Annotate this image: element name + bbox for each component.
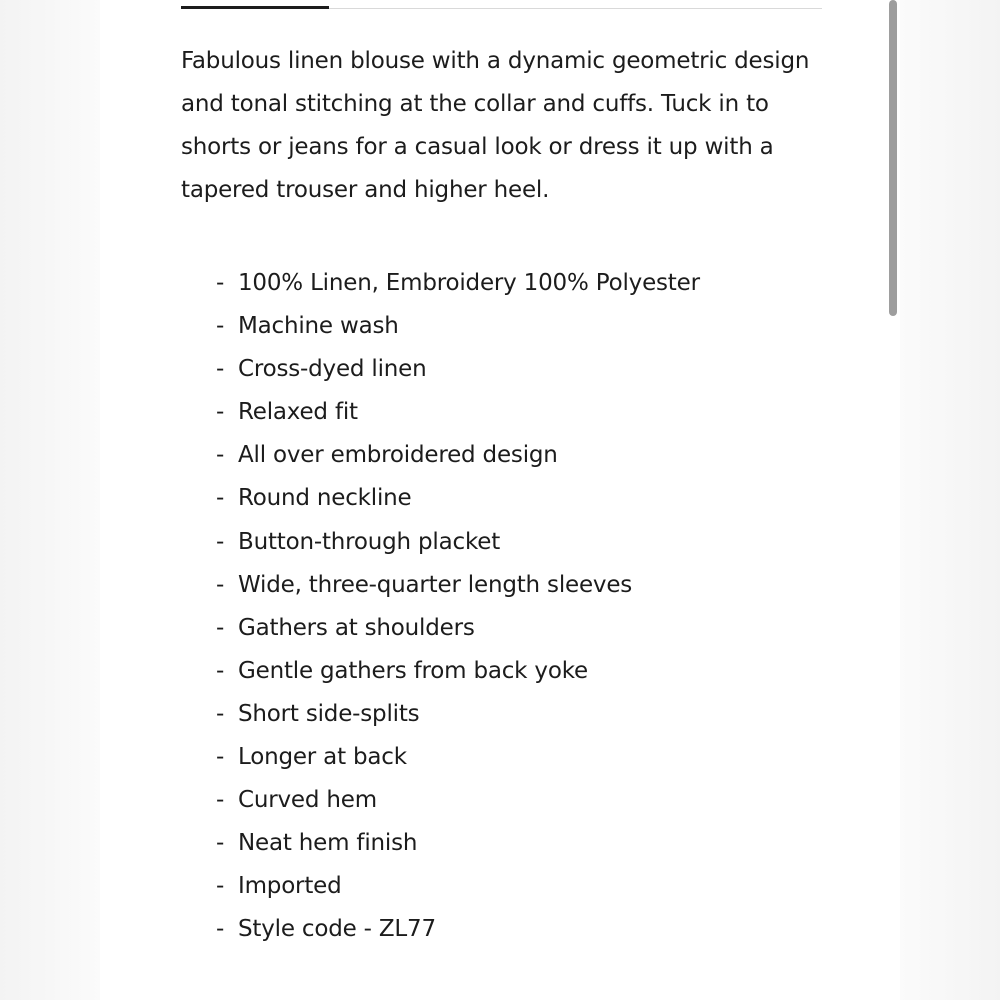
feature-text: Relaxed fit xyxy=(238,399,358,426)
feature-text: Imported xyxy=(238,873,342,900)
bullet-dash: - xyxy=(216,442,225,469)
feature-text: Button-through placket xyxy=(238,528,501,555)
feature-text: Gentle gathers from back yoke xyxy=(238,657,588,684)
bullet-dash: - xyxy=(216,571,225,598)
feature-list xyxy=(216,262,700,952)
bullet-dash: - xyxy=(216,787,225,814)
feature-text: Curved hem xyxy=(238,787,377,814)
feature-item xyxy=(216,822,700,865)
feature-item xyxy=(216,391,700,434)
feature-item xyxy=(216,305,700,348)
feature-item xyxy=(216,779,700,822)
tab-bar xyxy=(181,0,822,9)
feature-text: Cross-dyed linen xyxy=(238,356,427,383)
right-margin xyxy=(900,0,1000,1000)
feature-text: Neat hem finish xyxy=(238,830,418,857)
product-details-panel xyxy=(100,0,900,1000)
feature-item xyxy=(216,262,700,305)
feature-text: Gathers at shoulders xyxy=(238,614,475,641)
feature-text: Round neckline xyxy=(238,485,412,512)
feature-text: Short side-splits xyxy=(238,700,420,727)
bullet-dash: - xyxy=(216,356,225,383)
feature-item xyxy=(216,865,700,908)
bullet-dash: - xyxy=(216,528,225,555)
product-description: Fabulous linen blouse with a dynamic geometric design and tonal stitching at the collar and cuffs. Tuck in to shorts or jeans for a casual look or dress it up with a tapered trouser and higher heel. xyxy=(181,48,810,203)
bullet-dash: - xyxy=(216,270,225,296)
active-tab-indicator[interactable] xyxy=(181,6,329,9)
feature-text: 100% Linen, Embroidery 100% Polyester xyxy=(238,270,700,296)
bullet-dash: - xyxy=(216,744,225,771)
feature-item xyxy=(216,736,700,779)
bullet-dash: - xyxy=(216,830,225,857)
feature-item xyxy=(216,477,700,520)
feature-item xyxy=(216,650,700,693)
feature-item xyxy=(216,564,700,607)
feature-text: All over embroidered design xyxy=(238,442,558,469)
bullet-dash: - xyxy=(216,485,225,512)
bullet-dash: - xyxy=(216,657,225,684)
left-margin xyxy=(0,0,100,1000)
bullet-dash: - xyxy=(216,614,225,641)
bullet-dash: - xyxy=(216,873,225,900)
bullet-dash: - xyxy=(216,313,225,340)
feature-text: Machine wash xyxy=(238,313,399,340)
bullet-dash: - xyxy=(216,399,225,426)
feature-item xyxy=(216,521,700,564)
vertical-scrollbar[interactable] xyxy=(889,0,897,316)
feature-item xyxy=(216,607,700,650)
feature-item xyxy=(216,434,700,477)
feature-text: Wide, three-quarter length sleeves xyxy=(238,571,633,598)
feature-item xyxy=(216,908,700,951)
feature-text: Style code - ZL77 xyxy=(238,916,436,943)
feature-text: Longer at back xyxy=(238,744,407,771)
bullet-dash: - xyxy=(216,916,225,943)
bullet-dash: - xyxy=(216,700,225,727)
feature-item xyxy=(216,348,700,391)
feature-item xyxy=(216,693,700,736)
